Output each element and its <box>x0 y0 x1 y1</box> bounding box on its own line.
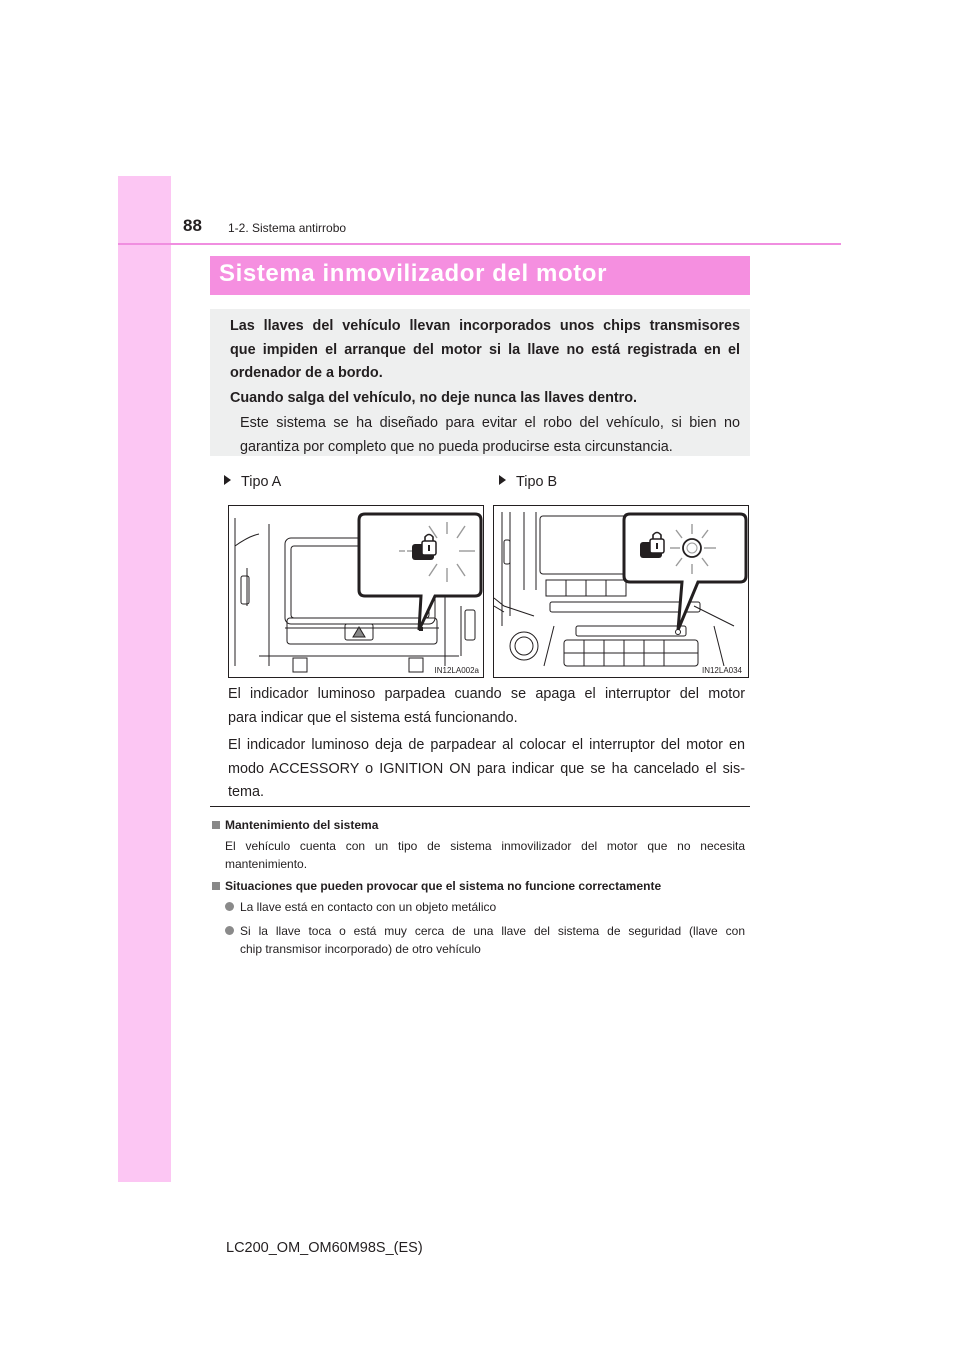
circle-bullet-icon <box>225 902 234 911</box>
body-line: El indicador luminoso parpadea cuando se apaga el interruptor del motor <box>228 686 745 702</box>
illustration-code: IN12LA034 <box>701 666 742 675</box>
intro-note-line: Este sistema se ha diseñado para evitar el robo del vehículo, si bien no <box>240 415 740 432</box>
intro-box <box>210 309 750 456</box>
illustration-type-a <box>228 505 484 678</box>
square-bullet-icon <box>212 821 220 829</box>
page-title: Sistema inmovilizador del motor <box>219 260 608 287</box>
note-heading-text: Situaciones que pueden provocar que el sistema no funcione correctamente <box>225 879 662 893</box>
illustration-code: IN12LA002a <box>434 666 479 675</box>
intro-warning: Cuando salga del vehículo, no deje nunca las llaves dentro. <box>230 389 638 406</box>
section-breadcrumb: 1-2. Sistema antirrobo <box>228 221 347 235</box>
triangle-bullet-icon <box>224 475 231 485</box>
intro-line: que impiden el arranque del motor si la llave no está registrada en el <box>230 341 740 358</box>
body-paragraph <box>228 734 745 805</box>
type-a-label <box>224 474 281 490</box>
header-rule <box>118 243 841 245</box>
body-line: El indicador luminoso deja de parpadear al colocar el interruptor del motor en <box>228 737 745 753</box>
body-line: modo ACCESSORY o IGNITION ON para indicar que se ha cancelado el sis- <box>228 760 745 777</box>
bullet-line: Si la llave toca o está muy cerca de una llave del sistema de seguridad (llave con <box>240 924 745 938</box>
body-line: tema. <box>228 784 264 801</box>
bullet-item <box>225 898 745 916</box>
note-line: mantenimiento. <box>225 857 308 871</box>
body-paragraph <box>228 683 745 730</box>
page-number: 88 <box>183 216 202 235</box>
type-b-label <box>499 474 557 490</box>
circle-bullet-icon <box>225 926 234 935</box>
note-heading <box>212 818 378 832</box>
illustration-type-b <box>493 505 749 678</box>
type-b-text: Tipo B <box>516 474 558 490</box>
bullet-text: La llave está en contacto con un objeto metálico <box>240 900 497 914</box>
note-heading-text: Mantenimiento del sistema <box>225 818 379 832</box>
intro-bold-paragraph <box>230 315 740 386</box>
bullet-line: chip transmisor incorporado) de otro vehículo <box>240 942 481 956</box>
intro-note <box>230 412 740 459</box>
bullet-item <box>225 922 745 958</box>
dashboard-type-a-drawing <box>229 506 484 678</box>
note-line: El vehículo cuenta con un tipo de sistema inmovilizador del motor que no necesita <box>225 839 745 853</box>
type-a-text: Tipo A <box>241 474 282 490</box>
separator-rule <box>210 806 750 807</box>
footer-manual-code: LC200_OM_OM60M98S_(ES) <box>226 1240 423 1256</box>
body-line: para indicar que el sistema está funcionando. <box>228 709 518 726</box>
triangle-bullet-icon <box>499 475 506 485</box>
section-title-bar <box>210 256 750 295</box>
square-bullet-icon <box>212 882 220 890</box>
side-band <box>118 176 171 1182</box>
note-text <box>225 837 745 873</box>
note-heading <box>212 879 661 893</box>
intro-line: ordenador de a bordo. <box>230 365 383 382</box>
intro-note-line: garantiza por completo que no pueda producirse esta circunstancia. <box>240 438 673 455</box>
intro-line: Las llaves del vehículo llevan incorporados unos chips transmisores <box>230 318 740 334</box>
dashboard-type-b-drawing <box>494 506 749 678</box>
